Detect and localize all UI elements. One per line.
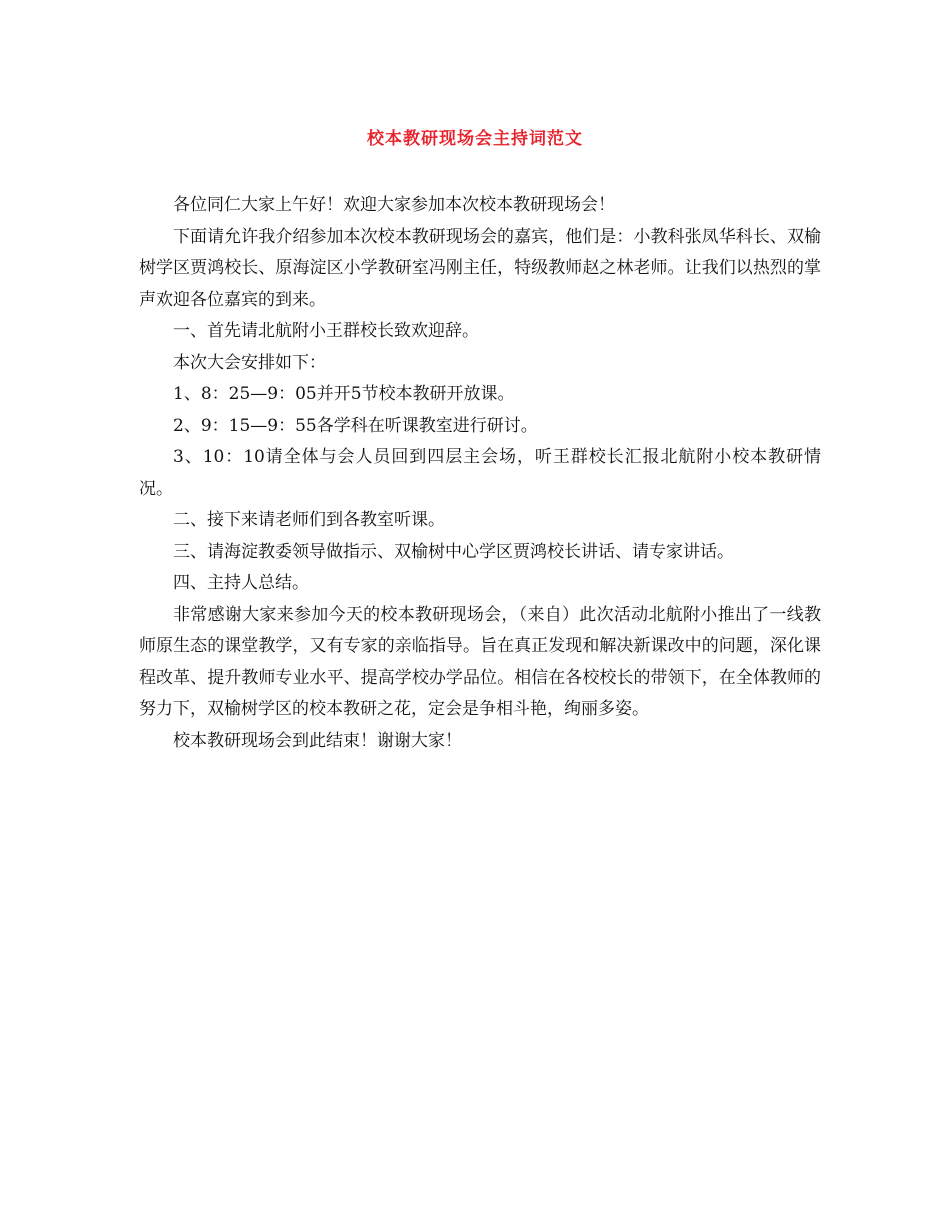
- paragraph: 三、请海淀教委领导做指示、双榆树中心学区贾鸿校长讲话、请专家讲话。: [173, 541, 734, 562]
- paragraph: 二、接下来请老师们到各教室听课。: [173, 510, 445, 530]
- paragraph: 非常感谢大家来参加今天的校本教研现场会，（来自）此次活动北航附小推出了一线教师原生态的课堂教学，又有专家的亲临指导。旨在真正发现和解决新课改中的问题，深化课程改革、提升教师专业水平、提高学校办学品位。相信在各校校长的带领下，在全体教师的努力下，双榆树学区的校本教研之花，定会是争相斗艳，绚丽多姿。: [139, 604, 821, 719]
- paragraph: 下面请允许我介绍参加本次校本教研现场会的嘉宾，他们是：小教科张凤华科长、双榆树学区贾鸿校长、原海淀区小学教研室冯刚主任，特级教师赵之林老师。让我们以热烈的掌声欢迎各位嘉宾的到来。: [139, 226, 821, 310]
- document-title: 校本教研现场会主持词范文: [367, 129, 583, 149]
- document-body: [139, 190, 821, 757]
- paragraph: 3、10：10请全体与会人员回到四层主会场，听王群校长汇报北航附小校本教研情况。: [139, 447, 821, 499]
- paragraph: 各位同仁大家上午好！欢迎大家参加本次校本教研现场会！: [173, 195, 615, 215]
- paragraph: 2、9：15—9：55各学科在听课教室进行研讨。: [173, 415, 538, 436]
- paragraph: 校本教研现场会到此结束！谢谢大家！: [173, 730, 462, 751]
- paragraph: 本次大会安排如下：: [173, 352, 326, 373]
- paragraph: 1、8：25—9：05并开5节校本教研开放课。: [173, 384, 515, 404]
- paragraph: 四、主持人总结。: [173, 573, 309, 593]
- paragraph: 一、首先请北航附小王群校长致欢迎辞。: [173, 321, 479, 341]
